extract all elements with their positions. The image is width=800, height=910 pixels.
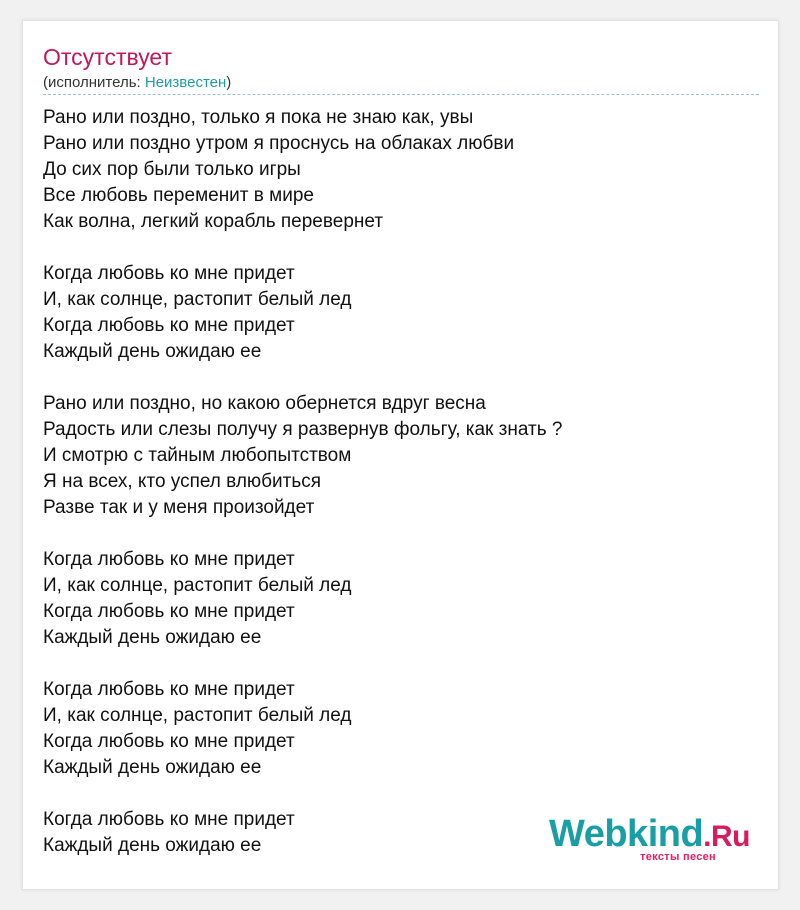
lyric-line: Я на всех, кто успел влюбиться: [43, 471, 322, 492]
lyric-line: Когда любовь ко мне придет: [43, 809, 295, 830]
lyric-line: Рано или поздно, только я пока не знаю как, увы: [43, 107, 474, 128]
lyric-line: Каждый день ожидаю ее: [43, 341, 262, 362]
lyric-line: И, как солнце, растопит белый лед: [43, 575, 352, 596]
divider: [43, 94, 759, 95]
lyric-line: Когда любовь ко мне придет: [43, 315, 295, 336]
lyric-line: До сих пор были только игры: [43, 159, 301, 180]
lyric-line: И, как солнце, растопит белый лед: [43, 289, 352, 310]
artist-link[interactable]: Неизвестен: [144, 74, 227, 91]
lyric-line: [43, 235, 562, 261]
lyrics-card: [22, 20, 779, 890]
lyric-line: И, как солнце, растопит белый лед: [43, 705, 352, 726]
lyric-line: [43, 651, 562, 677]
lyric-line: [43, 365, 562, 391]
lyric-line: Когда любовь ко мне придет: [43, 263, 295, 284]
logo-brand-main: Webkind: [549, 813, 704, 855]
artist-suffix: ): [226, 74, 232, 91]
lyric-line: Радость или слезы получу я развернув фольгу, как знать ?: [43, 419, 563, 440]
artist-prefix: (исполнитель:: [43, 74, 145, 91]
lyric-line: Каждый день ожидаю ее: [43, 835, 262, 856]
lyric-line: Когда любовь ко мне придет: [43, 731, 295, 752]
lyric-line: Рано или поздно, но какою обернется вдруг весна: [43, 393, 486, 414]
logo-tagline: тексты песен: [640, 851, 716, 863]
lyric-line: Рано или поздно утром я проснусь на облаках любви: [43, 133, 515, 154]
logo-brand-tld: .Ru: [703, 820, 750, 853]
lyric-line: Когда любовь ко мне придет: [43, 549, 295, 570]
lyrics-text: [43, 105, 562, 859]
lyric-line: Как волна, легкий корабль перевернет: [43, 211, 384, 232]
song-title: Отсутствует: [43, 44, 172, 70]
lyric-line: Когда любовь ко мне придет: [43, 679, 295, 700]
lyric-line: И смотрю с тайным любопытством: [43, 445, 352, 466]
lyric-line: [43, 781, 562, 807]
lyric-line: Все любовь переменит в мире: [43, 185, 314, 206]
artist-line: [43, 73, 231, 93]
lyric-line: Когда любовь ко мне придет: [43, 601, 295, 622]
site-logo[interactable]: [549, 814, 750, 863]
lyric-line: [43, 521, 562, 547]
lyric-line: Разве так и у меня произойдет: [43, 497, 315, 518]
lyric-line: Каждый день ожидаю ее: [43, 627, 262, 648]
lyric-line: Каждый день ожидаю ее: [43, 757, 262, 778]
